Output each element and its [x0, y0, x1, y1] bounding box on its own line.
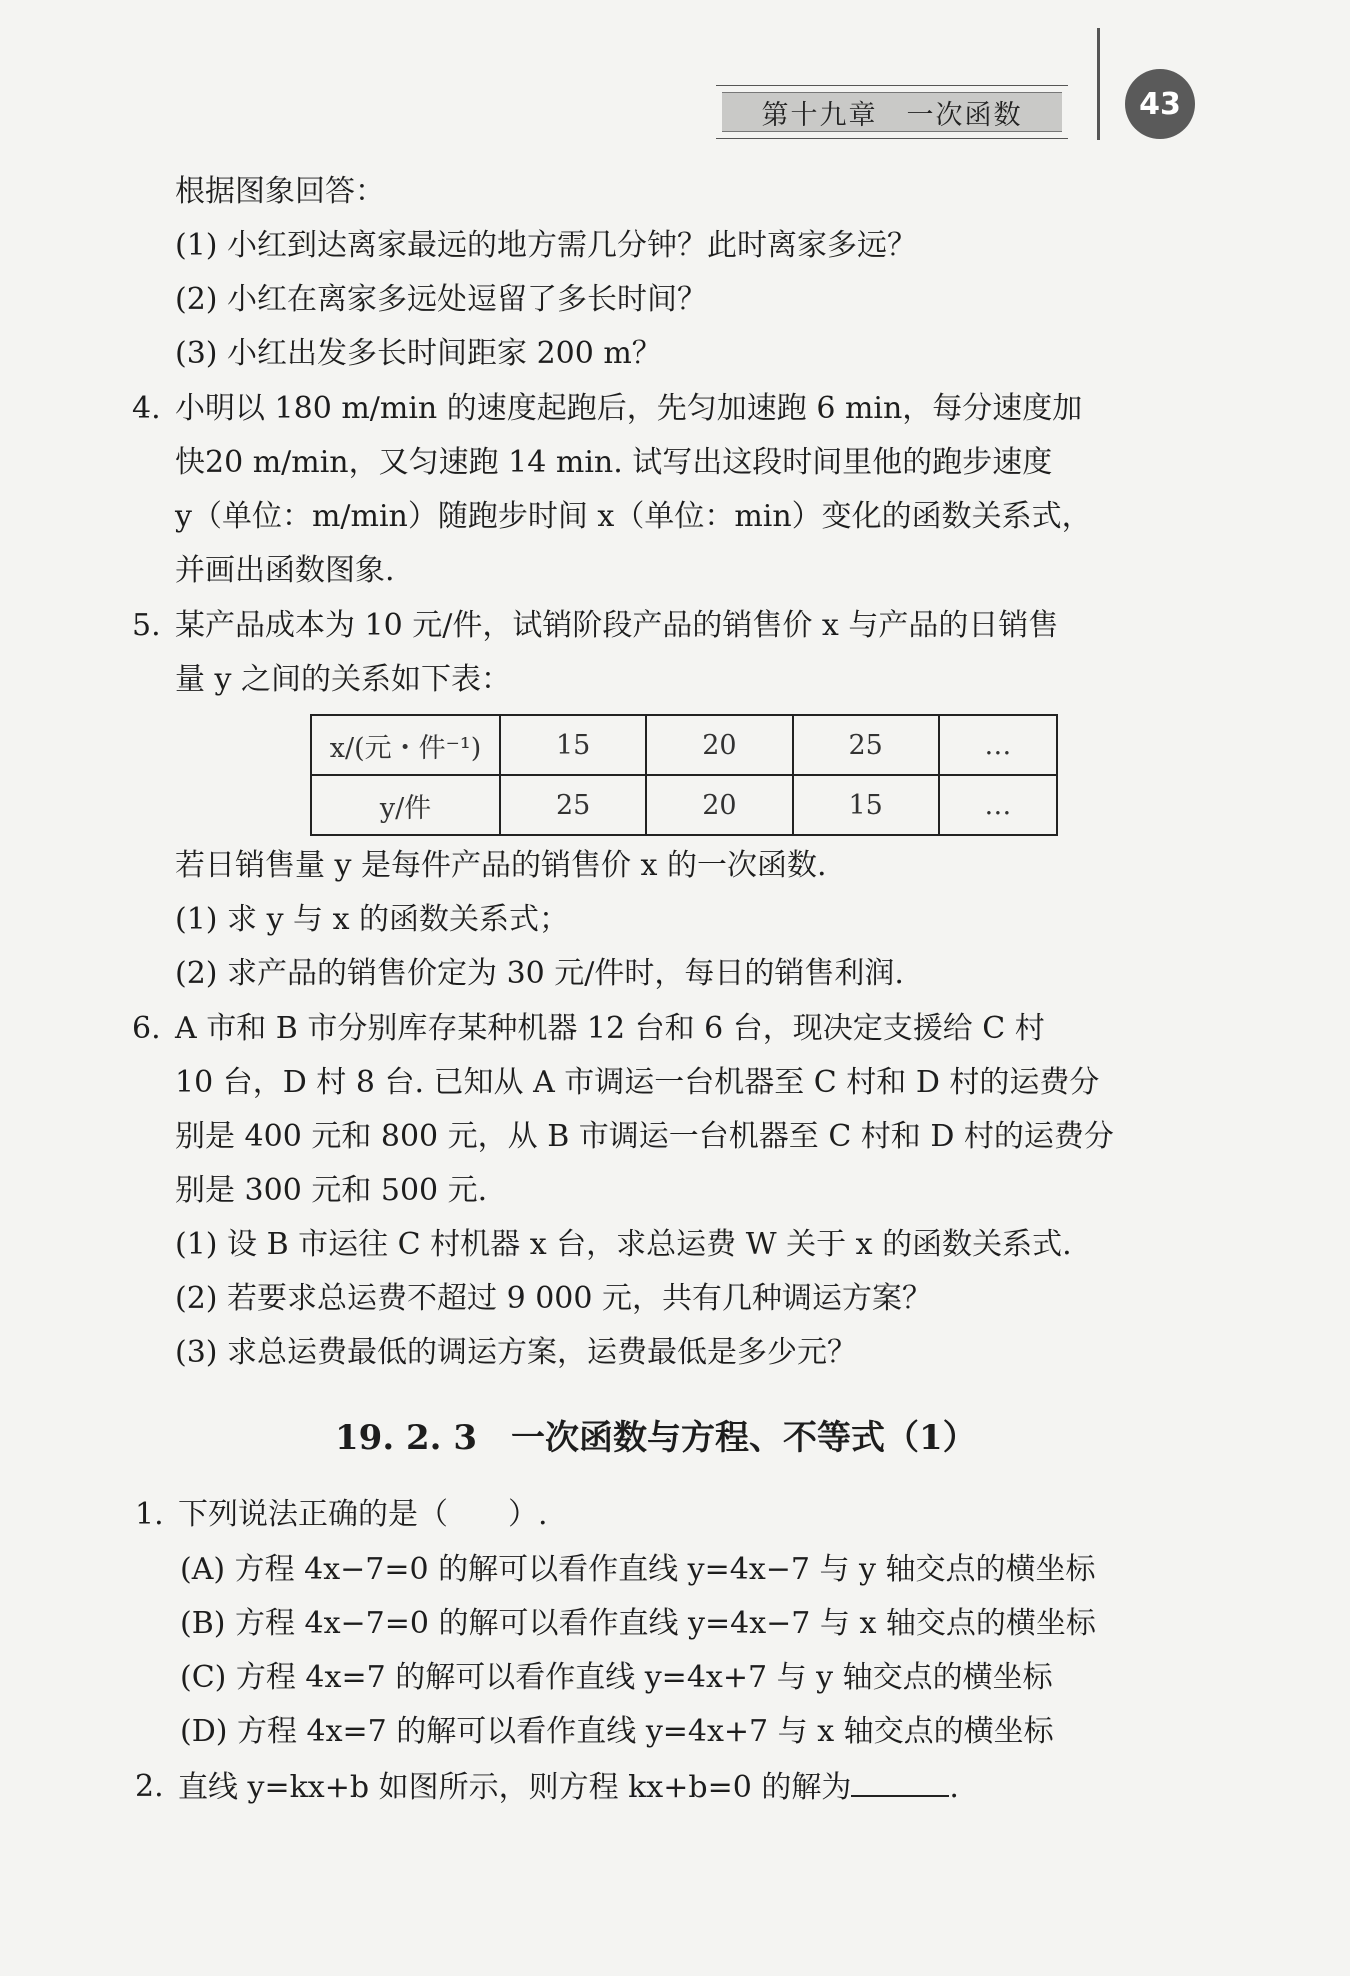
table-cell: … — [939, 715, 1057, 775]
s1-option-b: (B) 方程 4x−7=0 的解可以看作直线 y=4x−7 与 x 轴交点的横坐标 — [180, 1606, 1096, 1641]
s1-option-c: (C) 方程 4x=7 的解可以看作直线 y=4x+7 与 y 轴交点的横坐标 — [180, 1660, 1053, 1695]
q4-line-4: 并画出函数图象. — [175, 553, 395, 588]
table-cell: 20 — [646, 715, 792, 775]
q5-item-2: (2) 求产品的销售价定为 30 元/件时，每日的销售利润. — [175, 956, 904, 991]
table-cell: … — [939, 775, 1057, 835]
table-header-y: y/件 — [311, 775, 500, 835]
table-cell: 20 — [646, 775, 792, 835]
q6-item-3: (3) 求总运费最低的调运方案，运费最低是多少元？ — [175, 1335, 858, 1370]
table-row — [311, 775, 1057, 835]
table-cell: 15 — [793, 775, 939, 835]
s2-stem: 直线 y=kx+b 如图所示，则方程 kx+b=0 的解为 — [178, 1770, 852, 1805]
s1-option-d: (D) 方程 4x=7 的解可以看作直线 y=4x+7 与 x 轴交点的横坐标 — [180, 1714, 1054, 1749]
q4-line-2: 快20 m/min，又匀速跑 14 min. 试写出这段时间里他的跑步速度 — [175, 445, 1053, 480]
table-cell: 15 — [500, 715, 646, 775]
page-number: 43 — [1125, 69, 1195, 139]
q6-line-3: 别是 400 元和 800 元，从 B 市调运一台机器至 C 村和 D 村的运费分 — [175, 1119, 1114, 1154]
chapter-header — [722, 92, 1062, 132]
table-cell: 25 — [793, 715, 939, 775]
q6-line-1: A 市和 B 市分别库存某种机器 12 台和 6 台，现决定支援给 C 村 — [175, 1011, 1045, 1046]
q4-line-3: y（单位：m/min）随跑步时间 x（单位：min）变化的函数关系式， — [175, 499, 1092, 534]
q5-line-1: 某产品成本为 10 元/件，试销阶段产品的销售价 x 与产品的日销售 — [175, 608, 1059, 643]
s1-number: 1. — [135, 1497, 164, 1532]
q5-after-table: 若日销售量 y 是每件产品的销售价 x 的一次函数. — [175, 848, 827, 883]
q5-number: 5. — [132, 608, 161, 643]
q5-item-1: (1) 求 y 与 x 的函数关系式； — [175, 902, 570, 937]
q6-number: 6. — [132, 1011, 161, 1046]
table-row — [311, 715, 1057, 775]
table-header-x: x/(元・件⁻¹) — [311, 715, 500, 775]
q3-intro: 根据图象回答： — [175, 174, 385, 209]
q4-number: 4. — [132, 391, 161, 426]
q6-item-1: (1) 设 B 市运往 C 村机器 x 台，求总运费 W 关于 x 的函数关系式. — [175, 1227, 1072, 1262]
q3-item-3: (3) 小红出发多长时间距家 200 m？ — [175, 336, 662, 371]
answer-blank[interactable] — [851, 1767, 949, 1797]
q6-line-4: 别是 300 元和 500 元. — [175, 1173, 488, 1208]
header-divider — [1097, 28, 1100, 140]
s2-end: . — [949, 1770, 959, 1805]
q6-line-2: 10 台，D 村 8 台. 已知从 A 市调运一台机器至 C 村和 D 村的运费分 — [175, 1065, 1100, 1100]
q4-line-1: 小明以 180 m/min 的速度起跑后，先匀加速跑 6 min，每分速度加 — [175, 391, 1083, 426]
q3-item-2: (2) 小红在离家多远处逗留了多长时间？ — [175, 282, 708, 317]
q3-item-1: (1) 小红到达离家最远的地方需几分钟？此时离家多远？ — [175, 228, 918, 263]
s2-line — [178, 1767, 959, 1808]
chapter-title: 第十九章 一次函数 — [761, 99, 1023, 131]
q5-line-2: 量 y 之间的关系如下表： — [175, 662, 512, 697]
q6-item-2: (2) 若要求总运费不超过 9 000 元，共有几种调运方案？ — [175, 1281, 932, 1316]
s1-option-a: (A) 方程 4x−7=0 的解可以看作直线 y=4x−7 与 y 轴交点的横坐标 — [180, 1552, 1096, 1587]
sales-table — [310, 714, 1058, 836]
s1-stem: 下列说法正确的是（ ）. — [178, 1497, 548, 1532]
table-cell: 25 — [500, 775, 646, 835]
s2-number: 2. — [135, 1769, 164, 1804]
section-title: 19. 2. 3 一次函数与方程、不等式（1） — [335, 1418, 977, 1458]
